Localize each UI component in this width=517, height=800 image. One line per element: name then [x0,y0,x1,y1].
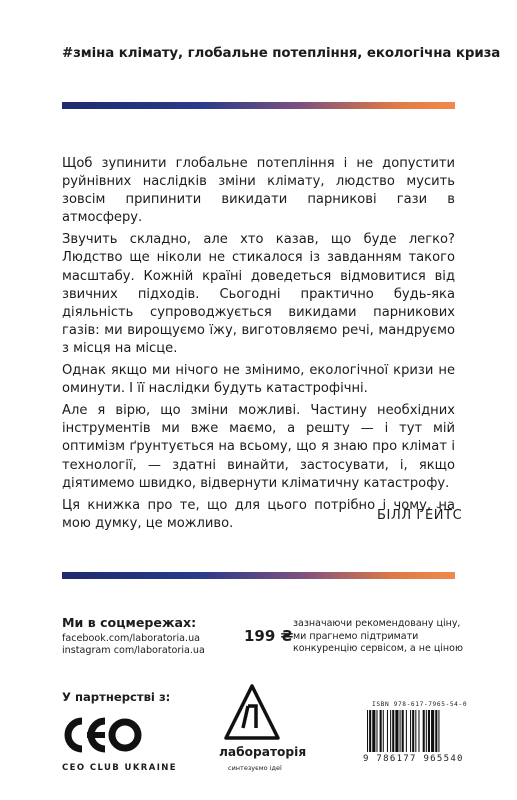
instagram-link[interactable]: instagram com/laboratoria.ua [62,645,205,656]
ceo-club-logo-icon [58,712,144,758]
partner-label: У партнерстві з: [62,690,171,704]
blurb-paragraph-1: Щоб зупинити глобальне потепління і не допустити руйнівних наслідків зміни клімату, людство мусить зовсім припинити викидати парникові гази в атмосферу. [62,156,455,226]
publisher-slogan: синтезуємо ідеї [228,764,282,772]
ean-number: 9 786177 965540 [363,754,464,764]
blurb-text [62,155,455,537]
social-heading: Ми в соцмережах: [62,615,197,630]
social-block [62,615,205,657]
blurb-paragraph-5: Ця книжка про те, що для цього потрібно і чому, на мою думку, це можливо. [62,497,455,531]
author-name: БІЛЛ ҐЕЙТС [377,508,463,523]
isbn-text: ISBN 978-617-7965-54-0 [372,701,468,708]
bottom-gradient-divider [62,572,455,579]
partner-name: CEO CLUB UKRAINE [62,763,178,773]
blurb-paragraph-2: Звучить складно, але хто казав, що буде легко? Людство ще ніколи не стикалося із завданням такого масштабу. Кожній країні доведеться відмовитися від звичних підходів. Сьогодні практично будь-яка діяльність супроводжується викидами парникових газів: ми вирощуємо їжу, виготовляємо речі, мандруємо з місця на місце. [62,232,455,356]
price-note-line-1: зазначаючи рекомендовану ціну, [293,618,461,629]
laboratoria-logo-icon [221,682,283,744]
blurb-paragraph-4: Але я вірю, що зміни можливі. Частину необхідних інструментів ми вже маємо, а решту — і тут мій оптимізм ґрунтується на всьому, що я знаю про клімат і технології, — здатні винайти, застосувати, і, якщо діятимемо швидко, відвернути кліматичну катастрофу. [62,403,455,491]
price-note-line-3: конкуренцію сервісом, а не ціною [293,643,463,655]
publisher-name: лабораторія [219,745,307,759]
blurb-paragraph-3: Однак якщо ми нічого не змінимо, екологічної кризи не оминути. І її наслідки будуть катастрофічні. [62,363,455,397]
hashtags-header: #зміна клімату, глобальне потепління, екологічна криза [62,46,501,61]
price-note-line-2: ми прагнемо підтримати [293,630,419,642]
top-gradient-divider [62,102,455,109]
price: 199 ₴ [244,627,294,645]
price-note [293,618,463,656]
facebook-link[interactable]: facebook.com/laboratoria.ua [62,633,201,644]
